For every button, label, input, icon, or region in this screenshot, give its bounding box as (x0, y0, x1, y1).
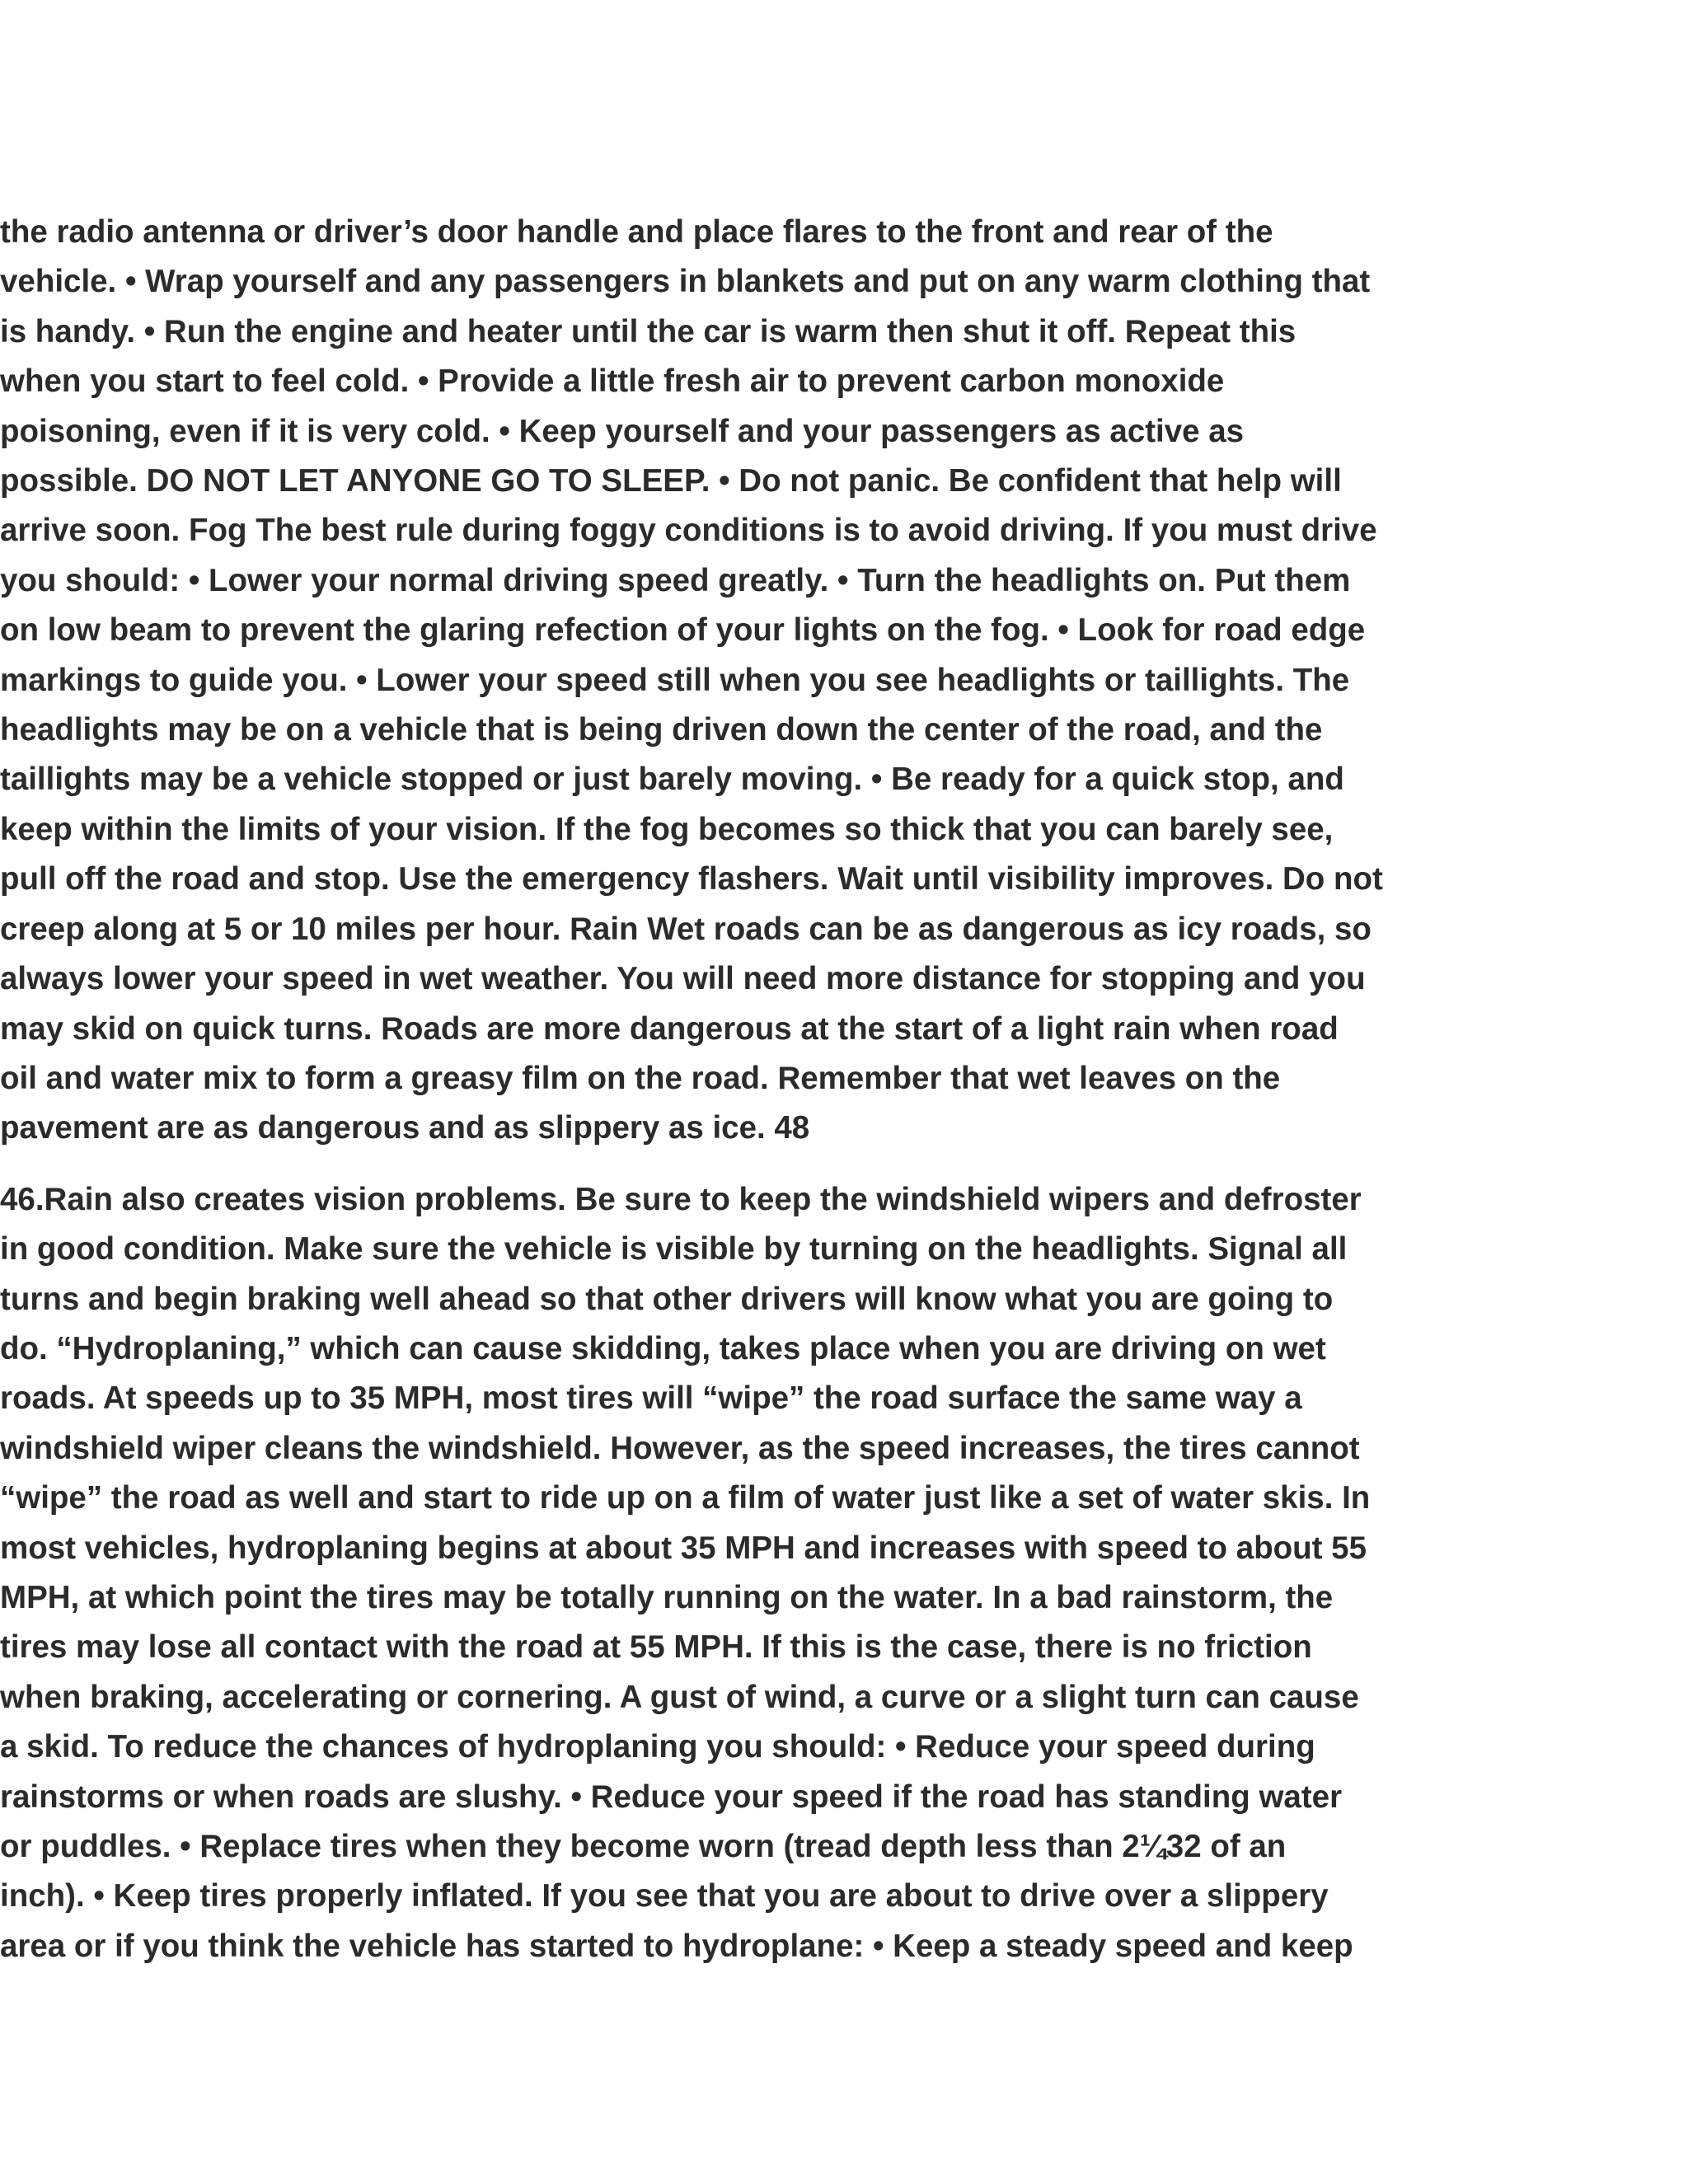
document-page (0, 208, 1451, 1971)
paragraph-hydroplaning: 46.Rain also creates vision problems. Be sure to keep the windshield wipers and defroster in good condition. Make sure the vehicle is visible by turning on the headlights. Signal all turns and begin braking well ahead so that other drivers will know what you are going to do. “Hydroplaning,” which can cause skidding, takes place when you are driving on wet roads. At speeds up to 35 MPH, most tires will “wipe” the road surface the same way a windshield wiper cleans the windshield. However, as the speed increases, the tires cannot “wipe” the road as well and start to ride up on a film of water just like a set of water skis. In most vehicles, hydroplaning begins at about 35 MPH and increases with speed to about 55 MPH, at which point the tires may be totally running on the water. In a bad rainstorm, the tires may lose all contact with the road at 55 MPH. If this is the case, there is no friction when braking, accelerating or cornering. A gust of wind, a curve or a slight turn can cause a skid. To reduce the chances of hydroplaning you should: • Reduce your speed during rainstorms or when roads are slushy. • Reduce your speed if the road has standing water or puddles. • Replace tires when they become worn (tread depth less than 2¼32 of an inch). • Keep tires properly inflated. If you see that you are about to drive over a slippery area or if you think the vehicle has started to hydroplane: • Keep a steady speed and keep (0, 1181, 1371, 1964)
paragraph-winter-fog-rain: the radio antenna or driver’s door handle and place flares to the front and rear of the vehicle. • Wrap yourself and any passengers in blankets and put on any warm clothing that is handy. • Run the engine and heater until the car is warm then shut it off. Repeat this when you start to feel cold. • Provide a little fresh air to prevent carbon monoxide poisoning, even if it is very cold. • Keep yourself and your passengers as active as possible. DO NOT LET ANYONE GO TO SLEEP. • Do not panic. Be confident that help will arrive soon. Fog The best rule during foggy conditions is to avoid driving. If you must drive you should: • Lower your normal driving speed greatly. • Turn the headlights on. Put them on low beam to prevent the glaring refection of your lights on the fog. • Look for road edge markings to guide you. • Lower your speed still when you see headlights or taillights. The headlights may be on a vehicle that is being driven down the center of the road, and the taillights may be a vehicle stopped or just barely moving. • Be ready for a quick stop, and keep within the limits of your vision. If the fog becomes so thick that you can barely see, pull off the road and stop. Use the emergency flashers. Wait until visibility improves. Do not creep along at 5 or 10 miles per hour. Rain Wet roads can be as dangerous as icy roads, so always lower your speed in wet weather. You will need more distance for stopping and you may skid on quick turns. Roads are more dangerous at the start of a light rain when road oil and water mix to form a greasy film on the road. Remember that wet leaves on the pavement are as dangerous and as slippery as ice. 48 (0, 214, 1383, 1146)
